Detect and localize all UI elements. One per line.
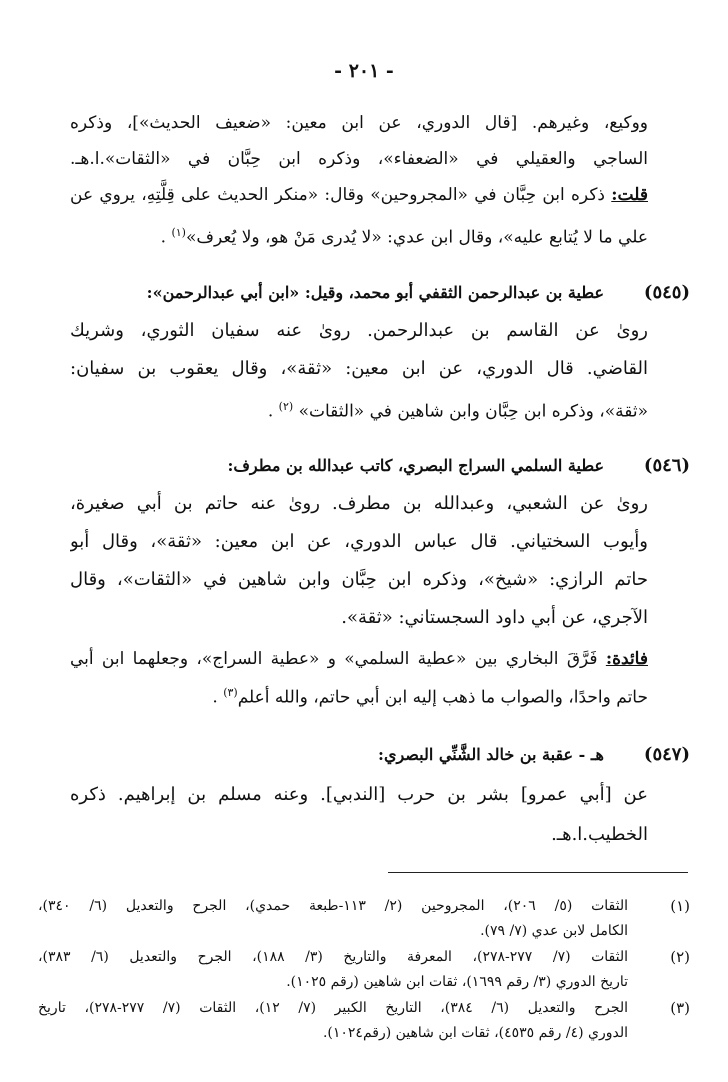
text-line: روىٰ عن الشعبي، وعبدالله بن مطرف. روىٰ عنه حاتم بن أبي صغيرة، bbox=[70, 493, 648, 514]
text-segment: حاتم واحدًا، والصواب ما ذهب إليه ابن أبي حاتم، والله أعلم bbox=[237, 687, 648, 708]
entry-heading: هـ - عقبة بن خالد الشَّنِّي البصري: bbox=[378, 745, 604, 764]
footnote-line: الثقات (٧/ ٢٧٧-٢٧٨)، المعرفة والتاريخ (٣/ ١٨٨)، الجرح والتعديل (٦/ ٣٨٣)، bbox=[38, 949, 628, 965]
text-line bbox=[70, 642, 648, 678]
note-label: قلت: bbox=[611, 185, 648, 205]
page-number: - ٢٠١ - bbox=[334, 60, 394, 82]
footnote-line: الثقات (٥/ ٢٠٦)، المجروحين (٢/ ١١٣-طبعة حمدي)، الجرح والتعديل (٦/ ٣٤٠)، bbox=[38, 898, 628, 914]
footnote-line: الدوري (٤/ رقم ٤٥٣٥)، ثقات ابن شاهين (رقم١٠٢٤). bbox=[322, 1025, 628, 1041]
text-line: حاتم الرازي: «شيخ»، وذكره ابن حِبَّان وابن شاهين في «الثقات»، وقال bbox=[70, 569, 648, 590]
text-segment: فَرَّقَ البخاري بين «عطية السلمي» و «عطية السراج»، وجعلهما ابن أبي bbox=[70, 649, 598, 669]
text-line: عن [أبي عمرو] بشر بن حرب [الندبي]. وعنه مسلم بن إبراهيم. ذكره bbox=[70, 784, 648, 805]
text-segment: ذكره ابن حِبَّان في «المجروحين» وقال: «منكر الحديث على قِلَّتِهِ، يروي عن bbox=[70, 185, 605, 205]
footnote-number: (١) bbox=[670, 897, 690, 915]
end-dot: . bbox=[267, 401, 274, 422]
note-label: فائدة: bbox=[605, 649, 648, 669]
footnote-line: الكامل لابن عدي (٧/ ٧٩). bbox=[480, 923, 628, 939]
footnote-line: الجرح والتعديل (٦/ ٣٨٤)، التاريخ الكبير (٧/ ١٢)، الثقات (٧/ ٢٧٧-٢٧٨)، تاريخ bbox=[38, 1000, 628, 1016]
text-line: وأيوب السختياني. قال عباس الدوري، عن ابن معين: «ثقة»، وقال أبو bbox=[70, 531, 648, 552]
end-dot: . bbox=[160, 227, 167, 248]
entry-number: (٥٤٧) bbox=[643, 744, 690, 765]
footnote-separator bbox=[388, 872, 688, 873]
text-segment: علي ما لا يُتابع عليه»، وقال ابن عدي: «لا يُدرى مَنْ هو، ولا يُعرف» bbox=[185, 227, 648, 248]
entry-heading: عطية بن عبدالرحمن الثقفي أبو محمد، وقيل: «ابن أبي عبدالرحمن»: bbox=[146, 283, 604, 302]
text-line: روىٰ عن القاسم بن عبدالرحمن. روىٰ عنه سفيان الثوري، وشريك bbox=[70, 320, 648, 341]
footnote-ref: (٢) bbox=[278, 400, 294, 413]
end-dot: . bbox=[212, 687, 218, 708]
text-line: ووكيع، وغيرهم. [قال الدوري، عن ابن معين: «ضعيف الحديث»]، وذكره bbox=[70, 113, 648, 133]
footnote-line: تاريخ الدوري (٣/ رقم ١٦٩٩)، ثقات ابن شاهين (رقم ١٠٢٥). bbox=[286, 974, 628, 990]
footnote-number: (٣) bbox=[670, 999, 690, 1017]
text-line: الآجري، عن أبي داود السجستاني: «ثقة». bbox=[341, 607, 648, 628]
text-line: الخطيب.ا.هـ. bbox=[551, 824, 648, 845]
text-line: القاضي. قال الدوري، عن ابن معين: «ثقة»، وقال يعقوب بن سفيان: bbox=[70, 358, 648, 379]
text-line bbox=[70, 178, 648, 214]
text-line bbox=[70, 676, 648, 712]
text-segment: «ثقة»، وذكره ابن حِبَّان وابن شاهين في «الثقات» bbox=[298, 401, 648, 422]
footnote-number: (٢) bbox=[670, 948, 690, 966]
footnote-ref: (١) bbox=[171, 226, 186, 239]
entry-number: (٥٤٦) bbox=[643, 455, 690, 476]
entry-heading: عطية السلمي السراج البصري، كاتب عبدالله بن مطرف: bbox=[227, 456, 604, 475]
footnote-ref: (٣) bbox=[223, 686, 238, 699]
entry-number: (٥٤٥) bbox=[643, 282, 690, 303]
text-line bbox=[70, 216, 648, 252]
text-line bbox=[70, 390, 648, 426]
text-line: الساجي والعقيلي في «الضعفاء»، وذكره ابن حِبَّان في «الثقات».ا.هـ. bbox=[70, 149, 648, 169]
